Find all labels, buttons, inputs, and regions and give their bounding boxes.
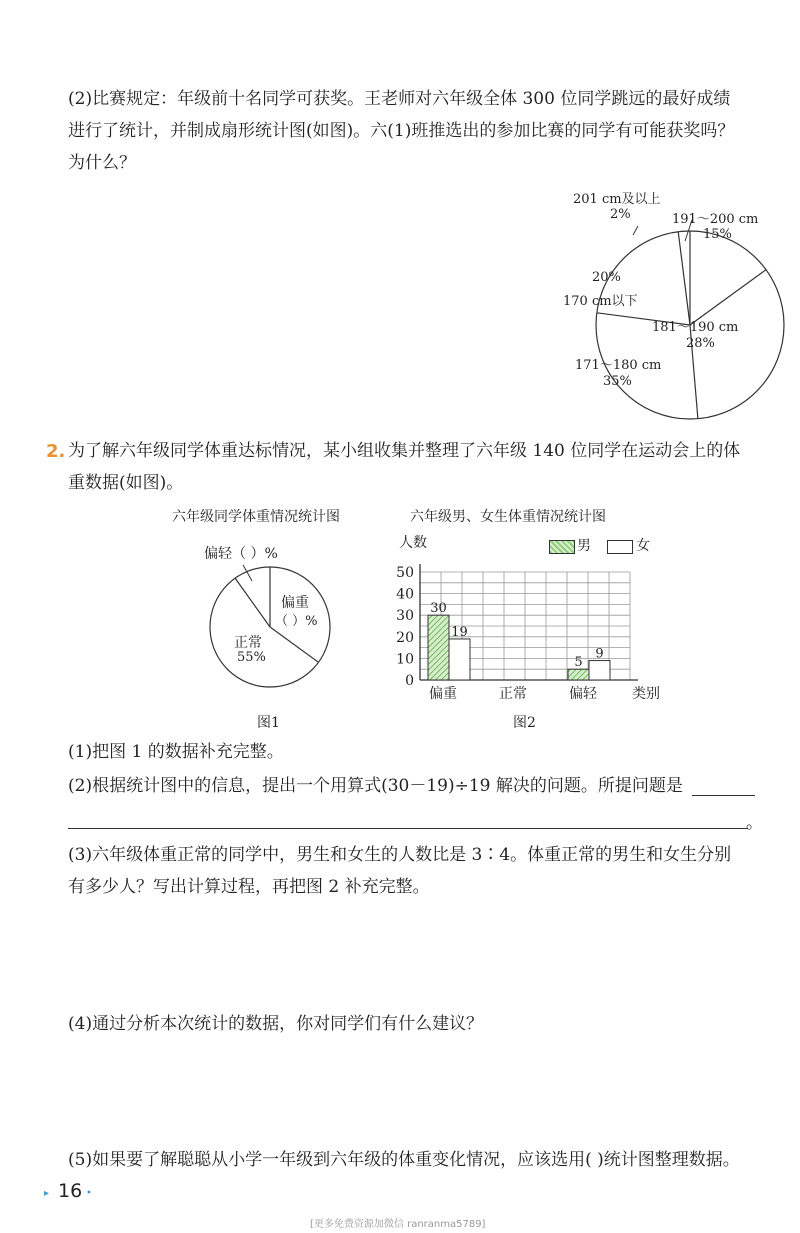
fig1-caption: 图1	[257, 715, 280, 731]
fig1-heavy-label: 偏重	[281, 595, 309, 611]
pie1-leader-201	[633, 226, 638, 235]
answer-area-q4[interactable]	[68, 1042, 758, 1142]
fig1-divider-light	[235, 578, 270, 627]
sub-question-1: (1)把图 1 的数据补充完整。	[68, 742, 284, 762]
fig1-normal-pct: 55%	[237, 650, 266, 665]
legend-female-swatch	[607, 540, 633, 554]
fig1-heavy-pct: （ ）%	[275, 614, 318, 629]
fig1-light-label: 偏轻（ ）%	[204, 546, 278, 562]
pie1-label-191-pct: 15%	[703, 227, 732, 242]
bar-male	[568, 669, 589, 680]
bar-female	[589, 661, 610, 680]
q1-part2-line2: 进行了统计，并制成扇形统计图(如图)。六(1)班推选出的参加比赛的同学有可能获奖吗？	[68, 121, 735, 141]
sub-question-3-line1: (3)六年级体重正常的同学中，男生和女生的人数比是 3∶4。体重正常的男生和女生分别	[68, 845, 732, 865]
fig1-title: 六年级同学体重情况统计图	[172, 509, 340, 525]
answer-blank-q2-a[interactable]	[692, 795, 755, 796]
pie1-label-170-pct: 20%	[592, 270, 621, 285]
page-marker-right-icon: •	[86, 1188, 92, 1199]
pie1-label-170-range: 170 cm以下	[563, 294, 638, 309]
bar-female	[449, 639, 470, 680]
bar-male	[428, 615, 449, 680]
pie1-label-201-range: 201 cm及以上	[573, 192, 661, 207]
bar-label-male: 30	[430, 601, 447, 617]
q1-part2-line3: 为什么？	[68, 153, 136, 173]
answer-blank-q2-b[interactable]	[68, 828, 748, 829]
sub-question-3-line2: 有多少人？写出计算过程，再把图 2 补充完整。	[68, 877, 430, 897]
fig1-divider-normal	[270, 627, 319, 662]
q1-part2-line1: (2)比赛规定：年级前十名同学可获奖。王老师对六年级全体 300 位同学跳远的最好成绩	[68, 89, 731, 109]
fig2-caption: 图2	[513, 715, 536, 731]
sub-question-4: (4)通过分析本次统计的数据，你对同学们有什么建议？	[68, 1014, 484, 1034]
bar-label-female: 9	[595, 646, 604, 662]
footer-watermark: [更多免费资源加微信 ranranma5789]	[310, 1219, 486, 1230]
pie1-label-201-pct: 2%	[610, 207, 631, 222]
x-axis-title: 类别	[632, 686, 660, 702]
y-tick-label: 50	[396, 565, 414, 581]
sub-question-5: (5)如果要了解聪聪从小学一年级到六年级的体重变化情况，应该选用( )统计图整理数据。	[68, 1150, 740, 1170]
x-tick-label: 偏重	[429, 686, 457, 702]
y-tick-label: 0	[405, 673, 414, 689]
y-tick-label: 10	[396, 651, 414, 668]
x-tick-label: 正常	[499, 686, 527, 702]
y-tick-label: 30	[396, 608, 414, 625]
fig2-ylabel: 人数	[399, 535, 427, 551]
answer-area-q3[interactable]	[68, 905, 758, 1005]
x-tick-label: 偏轻	[569, 686, 597, 702]
pie1-label-171-range: 171～180 cm	[575, 358, 662, 373]
q2-line2: 重数据(如图)。	[68, 473, 184, 493]
pie1-label-181-pct: 28%	[686, 336, 715, 351]
q2-line1: 为了解六年级同学体重达标情况，某小组收集并整理了六年级 140 位同学在运动会上的体	[68, 441, 741, 461]
sub-question-2: (2)根据统计图中的信息，提出一个用算式(30－19)÷19 解决的问题。所提问题是	[68, 776, 683, 796]
legend-female-label: 女	[636, 538, 650, 554]
page-marker-left-icon: ▸	[44, 1188, 50, 1199]
pie1-label-191-range: 191～200 cm	[672, 212, 759, 227]
pie1-label-171-pct: 35%	[603, 374, 632, 389]
legend-male-swatch	[549, 540, 575, 554]
y-tick-label: 40	[396, 586, 414, 603]
fig2-title: 六年级男、女生体重情况统计图	[410, 509, 606, 525]
y-tick-label: 20	[396, 629, 414, 646]
fig1-normal-label: 正常	[234, 635, 262, 651]
weight-bar-chart	[390, 555, 660, 705]
pie1-label-181-range: 181～190 cm	[652, 320, 739, 335]
bar-label-male: 5	[574, 655, 583, 671]
sub-question-2-end: 。	[746, 813, 763, 833]
page-number: 16	[58, 1180, 83, 1202]
bar-label-female: 19	[451, 624, 468, 640]
legend-male-label: 男	[577, 538, 591, 554]
weight-pie-chart	[200, 565, 340, 695]
question-2-number: 2.	[46, 441, 66, 462]
pie1-divider-201	[678, 232, 690, 325]
